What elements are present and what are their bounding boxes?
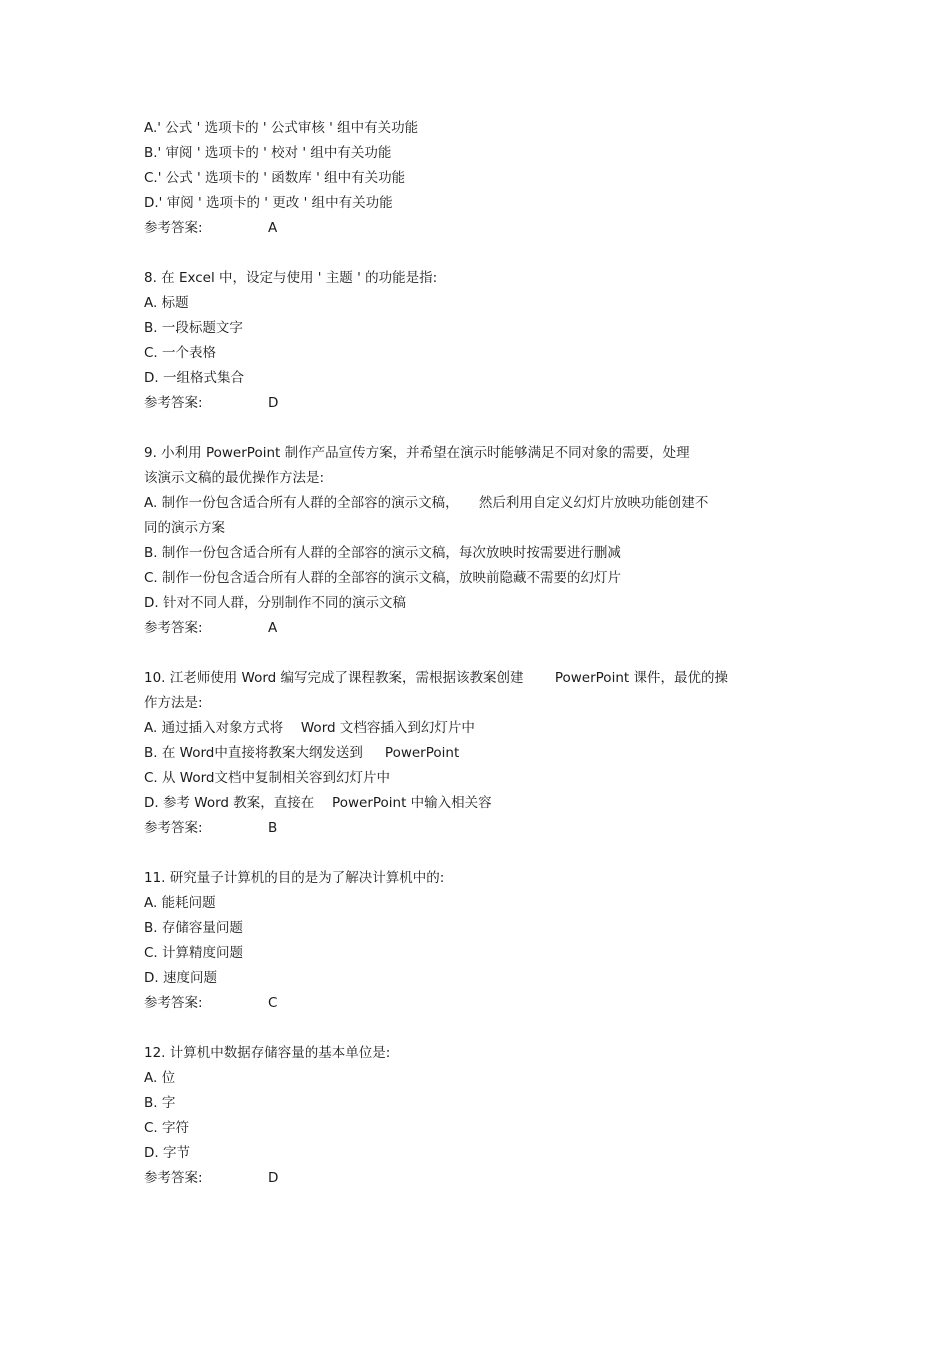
answer-line [144,991,844,1016]
question-8 [144,266,844,416]
answer-value: A [268,220,278,236]
answer-label: 参考答案: [144,1170,203,1186]
question-12 [144,1041,844,1191]
question-stem: 9. 小利用 PowerPoint 制作产品宣传方案，并希望在演示时能够满足不同对象的需要，处理 [144,445,690,461]
answer-value: D [268,1170,279,1186]
option-a: A. 通过插入对象方式将 Word 文档容插入到幻灯片中 [144,720,475,736]
option-c: C. 从 Word文档中复制相关容到幻灯片中 [144,770,390,786]
question-stem: 8. 在 Excel 中，设定与使用 ' 主题 ' 的功能是指: [144,270,438,286]
answer-label: 参考答案: [144,395,203,411]
answer-value: C [268,995,278,1011]
option-d: D. 速度问题 [144,970,217,986]
option-a: A. 标题 [144,295,189,311]
question-stem: 11. 研究量子计算机的目的是为了解决计算机中的: [144,870,445,886]
answer-label: 参考答案: [144,620,203,636]
option-a: A. 位 [144,1070,176,1086]
question-9 [144,441,844,641]
answer-label: 参考答案: [144,220,203,236]
question-stem: 12. 计算机中数据存储容量的基本单位是: [144,1045,391,1061]
option-c: C. 制作一份包含适合所有人群的全部容的演示文稿，放映前隐藏不需要的幻灯片 [144,570,622,586]
option-a-cont: 同的演示方案 [144,520,225,536]
option-c: C. 计算精度问题 [144,945,244,961]
answer-line [144,616,844,641]
answer-value: D [268,395,279,411]
answer-line [144,1166,844,1191]
answer-line [144,391,844,416]
question-stem-cont: 作方法是: [144,695,203,711]
option-d: D. 字节 [144,1145,190,1161]
option-b: B. 一段标题文字 [144,320,243,336]
option-b: B.' 审阅 ' 选项卡的 ' 校对 ' 组中有关功能 [144,145,392,161]
option-b: B. 字 [144,1095,176,1111]
question-list [144,116,844,1191]
question-prev [144,116,844,241]
question-stem-cont: 该演示文稿的最优操作方法是: [144,470,325,486]
option-c: C. 字符 [144,1120,190,1136]
question-10 [144,666,844,841]
question-stem: 10. 江老师使用 Word 编写完成了课程教案，需根据该教案创建 PowerPoint 课件，最优的操 [144,670,728,686]
answer-label: 参考答案: [144,995,203,1011]
option-d: D. 一组格式集合 [144,370,244,386]
option-a: A.' 公式 ' 选项卡的 ' 公式审核 ' 组中有关功能 [144,120,419,136]
option-a: A. 能耗问题 [144,895,216,911]
option-a: A. 制作一份包含适合所有人群的全部容的演示文稿， 然后利用自定义幻灯片放映功能创建不 [144,495,709,511]
answer-line [144,216,844,241]
option-c: C.' 公式 ' 选项卡的 ' 函数库 ' 组中有关功能 [144,170,406,186]
answer-value: A [268,620,278,636]
option-d: D. 针对不同人群，分别制作不同的演示文稿 [144,595,406,611]
option-b: B. 在 Word中直接将教案大纲发送到 PowerPoint [144,745,460,761]
answer-line [144,816,844,841]
option-d: D.' 审阅 ' 选项卡的 ' 更改 ' 组中有关功能 [144,195,393,211]
option-b: B. 制作一份包含适合所有人群的全部容的演示文稿，每次放映时按需要进行删减 [144,545,621,561]
answer-value: B [268,820,278,836]
option-d: D. 参考 Word 教案，直接在 PowerPoint 中输入相关容 [144,795,492,811]
question-11 [144,866,844,1016]
option-b: B. 存储容量问题 [144,920,243,936]
option-c: C. 一个表格 [144,345,217,361]
answer-label: 参考答案: [144,820,203,836]
